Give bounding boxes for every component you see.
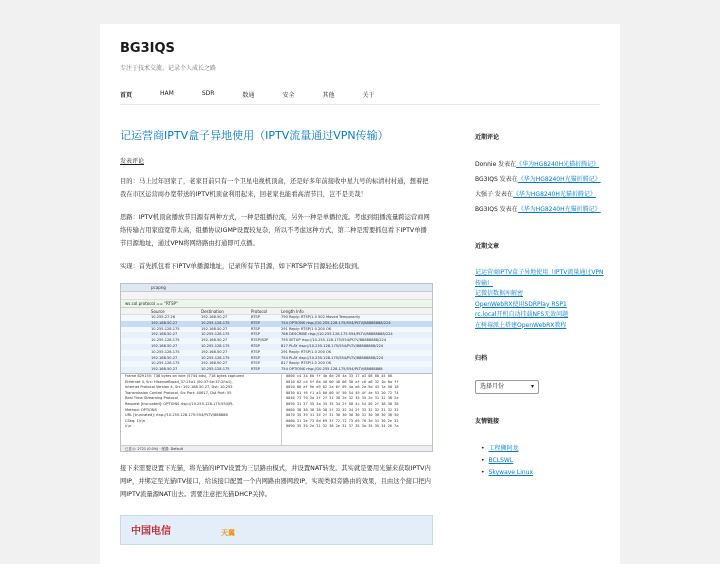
packet-cell: RTSP/SDP bbox=[251, 338, 269, 343]
recent-posts-list bbox=[475, 268, 605, 331]
header-destination: Destination bbox=[201, 309, 224, 314]
hex-line: 0060 38 38 38 38 38 2f 32 32 34 2f 33 32 32 31 32 32 bbox=[286, 407, 399, 412]
nav-item-datacom[interactable]: 数通 bbox=[242, 92, 255, 99]
sidebar bbox=[475, 132, 605, 479]
comment-author: 大强子 发表在 bbox=[475, 191, 513, 198]
packet-cell: 10.255.128.175 bbox=[151, 361, 180, 366]
capture-status: 已显示: 2721 (0.0%) · 配置: Default bbox=[121, 445, 432, 451]
friend-link[interactable]: • Skywave Linux bbox=[475, 467, 605, 479]
hex-line: 0020 80 af 9e a9 02 2a 6f 09 4a e6 2a 9d 43 7a 50 18 bbox=[286, 385, 399, 390]
post-paragraph-3: 实现：首先抓包看下IPTV单播源地址，记录所有节目源，如下RTSP节目源轻松获取到。 bbox=[120, 263, 364, 270]
packet-cell: 192.168.50.27 bbox=[151, 367, 178, 372]
comment-post-link[interactable]: 《华为HG8240H光猫折腾记》 bbox=[517, 176, 601, 183]
detail-line[interactable]: Internet Protocol Version 4, Src: 192.168.50.27, Dst: 10.255 bbox=[125, 385, 233, 390]
detail-line[interactable]: CSeq: 1\r\n bbox=[125, 418, 146, 423]
packet-cell: 291 Reply: RTSP/1.0 200 OK bbox=[281, 326, 332, 331]
recent-comments-title: 近期评论 bbox=[475, 134, 500, 141]
packet-cell: 192.168.50.27 bbox=[201, 326, 228, 331]
packet-cell: 10.255.128.175 bbox=[201, 367, 230, 372]
post-paragraph-1: 目的：马上过年回家了，老家目前只有一个卫星电视机顶盒，还是好多年前接收中星九号的标清村村通，想着把我在市区运营商办宽带送的IPTV机顶盒利用起来，回老家也能看高清节目，岂不是美哉！ bbox=[120, 178, 429, 198]
recent-posts-title: 近期文章 bbox=[475, 243, 500, 250]
header-protocol: Protocol bbox=[251, 309, 268, 314]
packet-cell: 766 DESCRIBE rtsp://10.255.128.175:554/PLTV/88888888/224 bbox=[281, 332, 393, 337]
comment-post-link[interactable]: 《华为HG8240H光猫折腾记》 bbox=[512, 191, 596, 198]
recent-post-link[interactable]: 记微信数据库解密 bbox=[475, 290, 524, 297]
nav-item-home[interactable]: 首页 bbox=[120, 92, 133, 99]
nav-item-sdr[interactable]: SDR bbox=[201, 90, 215, 97]
packet-cell: RTSP bbox=[251, 320, 260, 325]
packet-cell: RTSP bbox=[251, 367, 260, 372]
packet-cell: 754 OPTIONS rtsp://10.255.128.175/554/PLTV/88888888/224 bbox=[281, 320, 391, 325]
packet-cell: 795 SETUP rtsp://10.255.128.175/554/PLTV/88888888/224 bbox=[281, 338, 387, 343]
detail-line[interactable]: Method: OPTIONS bbox=[125, 407, 157, 412]
header-length-info: Length Info bbox=[281, 309, 304, 314]
nav-item-ham[interactable]: HAM bbox=[160, 90, 174, 97]
links-title: 友情链接 bbox=[475, 418, 500, 425]
site-description: 专注于技术交流、记录个人成长之路 bbox=[120, 65, 217, 72]
comment-link[interactable]: 发表评论 bbox=[120, 158, 145, 165]
post-paragraph-4: 接下来需要设置下光猫，将光猫的IPTV设置为三层路由模式，并设置NAT转发。其实就是要用光猫来获取IPTV内网IP，并绑定至光猫ITV接口，给该接口配置一个内网路由器网段IP，实现类似旁路由的效果，且由这个接口把内网IPTV流量源NAT出去。需要注意把光猫DHCP关掉。 bbox=[120, 465, 431, 498]
packet-cell: 192.168.50.27 bbox=[151, 320, 178, 325]
recent-post-link[interactable]: 记运营商IPTV盒子异地使用（IPTV流量通过VPN传输） bbox=[475, 269, 604, 287]
packet-cell: 192.168.50.27 bbox=[201, 338, 228, 343]
header-source: Source bbox=[151, 309, 165, 314]
telecom-banner-image bbox=[120, 515, 433, 545]
recent-post-link[interactable]: 在树莓派上搭建OpenWebRX教程 bbox=[475, 321, 567, 329]
hex-line: 0040 73 70 3a 2f 2f 31 30 2e 32 35 35 2e 31 32 38 2e bbox=[286, 396, 399, 401]
post-title[interactable]: 记运营商IPTV盒子异地使用（IPTV流量通过VPN传输） bbox=[120, 129, 389, 142]
tianyi-logo: 天翼 bbox=[221, 529, 235, 537]
packet-cell: RTSP bbox=[251, 349, 260, 354]
packet-cell: 192.168.50.27 bbox=[201, 361, 228, 366]
capture-rows bbox=[121, 315, 432, 373]
packet-cell: RTSP bbox=[251, 361, 260, 366]
packet-cell: 192.168.50.27 bbox=[151, 332, 178, 337]
archive-title: 归档 bbox=[475, 355, 488, 362]
comment-post-link[interactable]: 《华为HG8240H光猫折腾记》 bbox=[517, 206, 601, 213]
recent-comments-list bbox=[475, 159, 605, 215]
hex-line: 0090 35 35 2e 31 32 38 2e 31 37 35 3a 35 35 34 26 7a bbox=[286, 424, 399, 429]
comment-author: BG3IQS 发表在 bbox=[475, 206, 518, 213]
site-title[interactable]: BG3IQS bbox=[120, 41, 175, 56]
packet-capture-screenshot bbox=[120, 283, 433, 452]
packet-cell: 10.255.27.26 bbox=[151, 315, 176, 319]
nav-item-security[interactable]: 安全 bbox=[282, 92, 295, 99]
packet-cell: RTSP bbox=[251, 343, 260, 348]
packet-cell: 192.168.50.27 bbox=[201, 349, 228, 354]
main-nav bbox=[120, 90, 402, 99]
hex-line: 0030 01 f6 f1 a3 00 00 4f 50 54 49 4f 4e 53 20 72 74 bbox=[286, 390, 399, 395]
packet-cell: 10.255.128.175 bbox=[201, 320, 230, 325]
detail-line[interactable]: \r\n bbox=[125, 424, 132, 429]
detail-line[interactable]: Ethernet II, Src: HisenseBroad_37:2f:a1 (00:37:4e:37:2f:a1), bbox=[125, 379, 233, 384]
comment-post-link[interactable]: 《华为HG8240H光猫折腾记》 bbox=[516, 161, 600, 168]
nav-item-about[interactable]: 关于 bbox=[362, 92, 375, 99]
packet-cell: 192.168.50.27 bbox=[201, 315, 228, 319]
capture-window-title: pcapng bbox=[121, 284, 432, 292]
friend-links-list bbox=[475, 443, 605, 479]
recent-comment-item bbox=[475, 159, 605, 170]
detail-line[interactable]: Frame 829155: 738 bytes on wire (5744 bits), 718 bytes captured bbox=[125, 374, 244, 378]
detail-line[interactable]: Real Time Streaming Protocol bbox=[125, 396, 179, 401]
packet-cell: 10.255.128.175 bbox=[201, 355, 230, 360]
packet-cell: 754 OPTIONS rtsp://10.255.128.175/554/PLTV/88888888 bbox=[281, 367, 383, 372]
recent-comment-item bbox=[475, 189, 605, 200]
nav-item-other[interactable]: 其他 bbox=[322, 92, 335, 99]
hex-line: 0080 31 2e 73 6d 69 3f 72 72 73 69 70 3d 31 30 2e 32 bbox=[286, 418, 399, 423]
detail-line[interactable]: URL [truncated]: rtsp://10.255.128.175:554/PLTV/888888 bbox=[125, 413, 228, 418]
main-content bbox=[120, 128, 433, 545]
hex-line: 0010 02 c4 5f 6b 40 00 40 06 38 af c0 a8 32 1b 0a ff bbox=[286, 379, 399, 384]
packet-cell: 10.255.128.175 bbox=[151, 326, 180, 331]
nav-divider bbox=[120, 104, 600, 105]
packet-cell: 790 Reply: RTSP/1.0 502 Moved Temporarily bbox=[281, 315, 361, 319]
packet-cell: RTSP bbox=[251, 355, 260, 360]
packet-cell: 10.255.128.175 bbox=[151, 338, 180, 343]
packet-cell: RTSP bbox=[251, 326, 260, 331]
packet-cell: 192.168.50.27 bbox=[151, 355, 178, 360]
recent-comment-item bbox=[475, 204, 605, 215]
capture-toolbar bbox=[121, 292, 432, 300]
packet-cell: 817 PLAY rtsp://10.255.128.175/554/PLTV/88888888/224 bbox=[281, 343, 384, 348]
packet-cell: 291 Reply: RTSP/1.0 200 OK bbox=[281, 349, 332, 354]
archive-select-value: 选择月份 bbox=[480, 383, 505, 390]
post-paragraph-2: 思路：IPTV机顶盒播放节目源有两种方式，一种是组播拉流，另外一种是单播拉流。考虑到组播流量跨运营商网络传输占用家庭宽带太高，组播协议IGMP设置较复杂，所以不考虑这种方式，第二种是需要抓包看下IPTV单播节目源地址，通过VPN将网络路由打通即可点播。 bbox=[120, 214, 430, 247]
chevron-down-icon: ▾ bbox=[530, 383, 534, 390]
recent-comment-item bbox=[475, 174, 605, 185]
friend-link[interactable]: • 工程狮阿龙 bbox=[475, 443, 605, 455]
packet-cell: 10.255.128.175 bbox=[201, 332, 230, 337]
detail-line[interactable]: Transmission Control Protocol, Src Port: 40617, Dst Port: 55 bbox=[125, 390, 232, 395]
packet-cell: 10.255.128.175 bbox=[201, 343, 230, 348]
page bbox=[100, 24, 620, 564]
friend-link[interactable]: • BCLSWL bbox=[475, 455, 605, 467]
hex-line: 0050 31 37 35 3a 35 35 34 2f 50 4c 54 56 2f 38 38 38 bbox=[286, 401, 399, 406]
packet-cell: 754 PLAY rtsp://10.255.128.175/554/PLTV/88888888/224 bbox=[281, 355, 384, 360]
recent-post-link[interactable]: OpenWebRX使用SDRPlay RSP1 bbox=[475, 300, 567, 308]
packet-cell: RTSP bbox=[251, 332, 260, 337]
capture-details bbox=[121, 373, 281, 452]
hex-line: 0000 c4 34 6b ff 4b 8d 20 4a 33 17 a3 08 00 45 00 bbox=[286, 374, 393, 378]
packet-cell: 10.255.128.175 bbox=[151, 349, 180, 354]
recent-post-link[interactable]: rc.local开机自动挂载NFS无效问题 bbox=[475, 311, 569, 318]
packet-cell: RTSP bbox=[251, 315, 260, 319]
capture-hex bbox=[281, 373, 433, 452]
china-telecom-logo: 中国电信 bbox=[131, 526, 171, 537]
comment-author: Donnie 发表在 bbox=[475, 161, 517, 168]
packet-cell: 817 Reply: RTSP/1.0 200 OK bbox=[281, 361, 332, 366]
detail-line[interactable]: Request [truncated]: OPTIONS rtsp://10.255.128.175:554/PL bbox=[125, 401, 234, 406]
packet-cell: 192.168.50.27 bbox=[151, 343, 178, 348]
hex-line: 0070 35 39 31 34 2f 31 30 30 30 30 31 30 30 30 30 30 bbox=[286, 413, 399, 418]
capture-header bbox=[121, 308, 432, 315]
comment-author: BG3IQS 发表在 bbox=[475, 176, 518, 183]
archive-select[interactable] bbox=[475, 380, 539, 394]
capture-filter: ws.col.protocol == "RTSP" bbox=[121, 300, 432, 308]
